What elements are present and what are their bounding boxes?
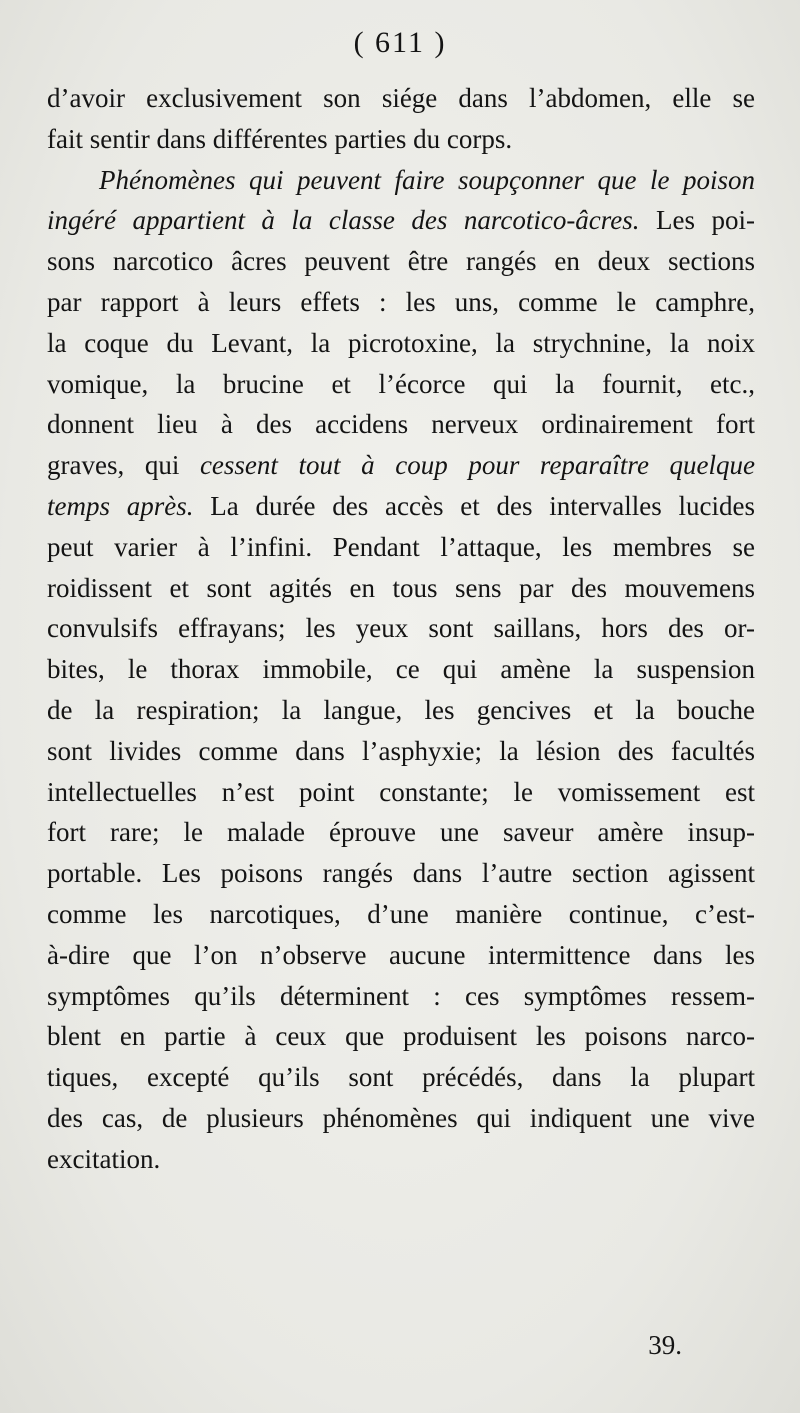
- text-span: à-dire que l’on n’observe aucune intermittence dans les: [47, 939, 755, 970]
- italic-text: cessent tout à coup pour reparaître quelque: [199, 450, 756, 481]
- text-span: comme les narcotiques, d’une manière continue, c’est-: [47, 898, 755, 929]
- text-span: excitation.: [47, 1143, 161, 1174]
- text-span: fort rare; le malade éprouve une saveur amère insup-: [47, 817, 755, 848]
- text-line: [47, 282, 755, 323]
- text-span: bites, le thorax immobile, ce qui amène la suspension: [47, 654, 755, 685]
- text-line: [47, 1098, 755, 1139]
- text-line: [47, 853, 755, 894]
- text-span: convulsifs effrayans; les yeux sont saillans, hors des or-: [47, 613, 755, 644]
- italic-text: ingéré appartient à la classe des narcotico-âcres.: [47, 205, 640, 236]
- text-line: [47, 78, 755, 119]
- text-line: [47, 731, 755, 772]
- text-span: La durée des accès et des intervalles lucides: [193, 490, 755, 521]
- text-span: fait sentir dans différentes parties du corps.: [47, 123, 513, 154]
- text-line: [47, 160, 755, 201]
- text-line: [47, 568, 755, 609]
- italic-text: temps après.: [47, 490, 194, 521]
- text-line: [47, 935, 755, 976]
- text-span: par rapport à leurs effets : les uns, comme le camphre,: [47, 286, 755, 317]
- text-line: [47, 323, 755, 364]
- text-line: [47, 608, 755, 649]
- text-line: [47, 486, 755, 527]
- text-span: la coque du Levant, la picrotoxine, la strychnine, la noix: [47, 327, 755, 358]
- text-line: [47, 894, 755, 935]
- text-span: sont livides comme dans l’asphyxie; la lésion des facultés: [47, 735, 755, 766]
- signature-mark: 39.: [648, 1330, 682, 1360]
- italic-text: Phénomènes qui peuvent faire soupçonner que le poison: [99, 164, 755, 195]
- text-span: vomique, la brucine et l’écorce qui la fournit, etc.,: [47, 368, 755, 399]
- text-line: [47, 649, 755, 690]
- text-line: [47, 690, 755, 731]
- text-line: [47, 976, 755, 1017]
- text-span: Les poi-: [639, 205, 755, 236]
- text-line: [47, 812, 755, 853]
- text-line: [47, 364, 755, 405]
- text-line: [47, 241, 755, 282]
- body-text: [47, 78, 755, 1180]
- text-span: tiques, excepté qu’ils sont précédés, dans la plupart: [47, 1062, 755, 1093]
- text-line: [47, 445, 755, 486]
- text-line: [47, 1016, 755, 1057]
- text-line: [47, 119, 755, 160]
- text-span: des cas, de plusieurs phénomènes qui indiquent une vive: [47, 1102, 755, 1133]
- text-line: [47, 404, 755, 445]
- text-span: sons narcotico âcres peuvent être rangés en deux sections: [47, 246, 755, 277]
- text-span: portable. Les poisons rangés dans l’autre section agissent: [47, 858, 755, 889]
- text-line: [47, 527, 755, 568]
- page-number: ( 611 ): [353, 26, 447, 59]
- text-line: [47, 1057, 755, 1098]
- text-line: [47, 200, 755, 241]
- text-line: [47, 772, 755, 813]
- text-span: symptômes qu’ils déterminent : ces symptômes ressem-: [47, 980, 755, 1011]
- text-span: de la respiration; la langue, les gencives et la bouche: [47, 694, 755, 725]
- text-span: d’avoir exclusivement son siége dans l’abdomen, elle se: [47, 83, 755, 113]
- text-span: intellectuelles n’est point constante; le vomissement est: [47, 776, 755, 807]
- text-span: peut varier à l’infini. Pendant l’attaque, les membres se: [47, 531, 755, 562]
- text-span: graves, qui: [47, 450, 200, 481]
- text-span: roidissent et sont agités en tous sens par des mouvemens: [47, 572, 755, 603]
- text-span: blent en partie à ceux que produisent les poisons narco-: [47, 1021, 755, 1052]
- text-line: [47, 1139, 755, 1180]
- text-span: donnent lieu à des accidens nerveux ordinairement fort: [47, 409, 755, 440]
